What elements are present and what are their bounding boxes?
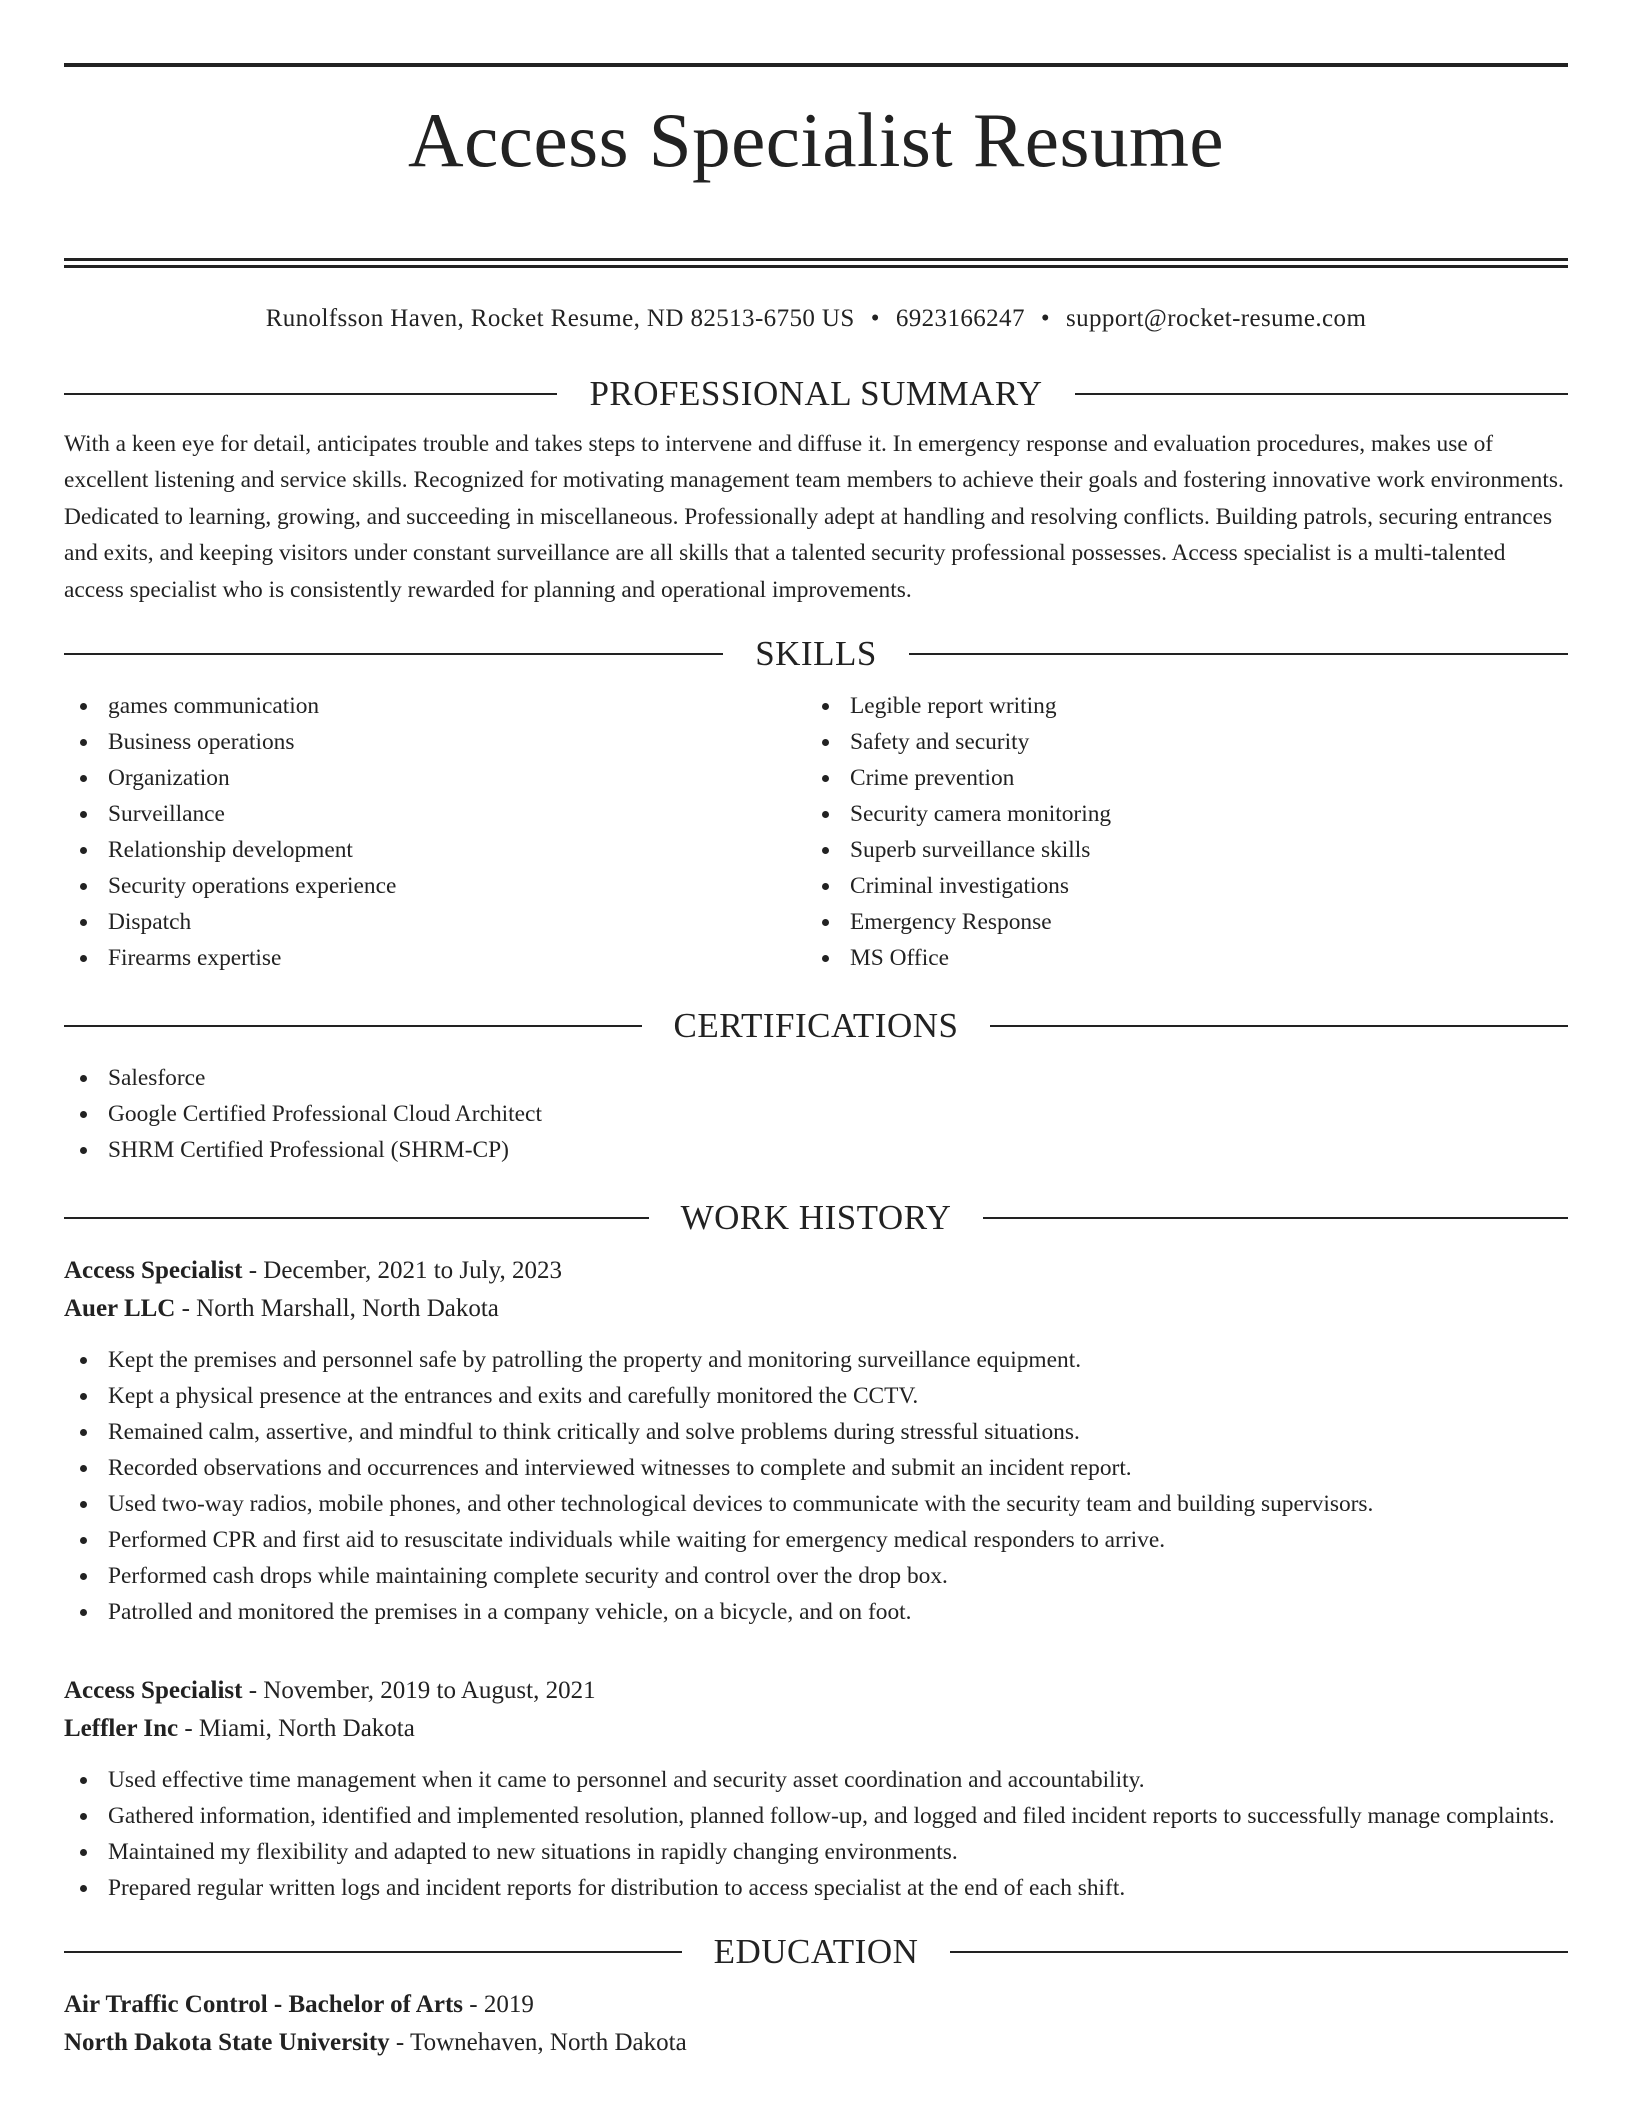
skills-list-left xyxy=(64,688,806,976)
job-bullet: Gathered information, identified and implemented resolution, planned follow-up, and logged and filed incident reports to successfully manage complaints. xyxy=(64,1798,1568,1834)
education-year: - 2019 xyxy=(463,1991,534,2019)
skill-item: games communication xyxy=(64,688,806,724)
heading-rule xyxy=(64,1951,682,1953)
education-degree: Air Traffic Control - Bachelor of Arts xyxy=(64,1991,464,2019)
job-title-line xyxy=(64,1252,1568,1290)
job-company: Auer LLC xyxy=(64,1295,176,1323)
certification-item: Salesforce xyxy=(64,1060,1568,1096)
job-bullet: Prepared regular written logs and incident reports for distribution to access specialist at the end of each shift. xyxy=(64,1870,1568,1906)
job-bullet: Remained calm, assertive, and mindful to think critically and solve problems during stressful situations. xyxy=(64,1414,1568,1450)
certification-item: Google Certified Professional Cloud Architect xyxy=(64,1096,1568,1132)
skill-item: Business operations xyxy=(64,724,806,760)
skill-item: Emergency Response xyxy=(806,904,1548,940)
skill-item: Firearms expertise xyxy=(64,940,806,976)
skill-item: Security camera monitoring xyxy=(806,796,1548,832)
skill-item: Crime prevention xyxy=(806,760,1548,796)
job-title-line xyxy=(64,1672,1568,1710)
education-school: North Dakota State University xyxy=(64,2029,390,2057)
job-dates: - December, 2021 to July, 2023 xyxy=(242,1257,562,1285)
resume-title: Access Specialist Resume xyxy=(407,97,1225,183)
skill-item: Legible report writing xyxy=(806,688,1548,724)
education-entry xyxy=(64,1986,1568,2062)
job-company-line xyxy=(64,1710,1568,1748)
contact-separator: • xyxy=(870,304,880,332)
job-bullets xyxy=(64,1342,1568,1630)
heading-rule xyxy=(909,653,1568,655)
job-bullet: Performed cash drops while maintaining complete security and control over the drop box. xyxy=(64,1558,1568,1594)
education-heading-label: EDUCATION xyxy=(713,1932,919,1972)
resume-page xyxy=(64,0,1568,2062)
work-history-heading-label: WORK HISTORY xyxy=(680,1198,952,1238)
skills-list-right xyxy=(806,688,1548,976)
certification-item: SHRM Certified Professional (SHRM-CP) xyxy=(64,1132,1568,1168)
skill-item: Criminal investigations xyxy=(806,868,1548,904)
job-title: Access Specialist xyxy=(64,1257,243,1285)
education-degree-line xyxy=(64,1986,1568,2024)
heading-rule xyxy=(990,1025,1568,1027)
job-title: Access Specialist xyxy=(64,1677,243,1705)
job-bullet: Performed CPR and first aid to resuscitate individuals while waiting for emergency medical responders to arrive. xyxy=(64,1522,1568,1558)
certifications-heading xyxy=(64,1006,1568,1046)
summary-heading-label: PROFESSIONAL SUMMARY xyxy=(589,373,1043,413)
heading-rule xyxy=(64,1025,642,1027)
job-bullet: Used two-way radios, mobile phones, and other technological devices to communicate with the security team and building supervisors. xyxy=(64,1486,1568,1522)
job-bullets xyxy=(64,1762,1568,1906)
job-bullet: Patrolled and monitored the premises in a company vehicle, on a bicycle, and on foot. xyxy=(64,1594,1568,1630)
skill-item: Organization xyxy=(64,760,806,796)
summary-text: With a keen eye for detail, anticipates trouble and takes steps to intervene and diffuse it. In emergency response and evaluation procedures, makes use of excellent listening and service skills. Recognized for motivating management team members to achieve their goals and fostering innovative work environments. Dedicated to learning, growing, and succeeding in miscellaneous. Professionally adept at handling and resolving conflicts. Building patrols, securing entrances and exits, and keeping visitors under constant surveillance are all skills that a talented security professional possesses. Access specialist is a multi-talented access specialist who is consistently rewarded for planning and operational improvements. xyxy=(64,430,1564,603)
job-location: - Miami, North Dakota xyxy=(178,1715,415,1743)
job-bullet: Maintained my flexibility and adapted to new situations in rapidly changing environments. xyxy=(64,1834,1568,1870)
contact-address: Runolfsson Haven, Rocket Resume, ND 82513-6750 US xyxy=(265,304,855,332)
skill-item: MS Office xyxy=(806,940,1548,976)
education-school-line xyxy=(64,2024,1568,2062)
skill-item: Security operations experience xyxy=(64,868,806,904)
education-location: - Townehaven, North Dakota xyxy=(389,2029,687,2057)
work-history-heading xyxy=(64,1198,1568,1238)
contact-email: support@rocket-resume.com xyxy=(1066,304,1367,332)
skills-heading-label: SKILLS xyxy=(755,634,877,674)
job-bullet: Recorded observations and occurrences and interviewed witnesses to complete and submit an incident report. xyxy=(64,1450,1568,1486)
job-bullet: Kept a physical presence at the entrances and exits and carefully monitored the CCTV. xyxy=(64,1378,1568,1414)
job-bullet: Used effective time management when it came to personnel and security asset coordination and accountability. xyxy=(64,1762,1568,1798)
top-rule xyxy=(64,63,1568,67)
skill-item: Surveillance xyxy=(64,796,806,832)
contact-separator: • xyxy=(1040,304,1050,332)
skill-item: Safety and security xyxy=(806,724,1548,760)
skill-item: Dispatch xyxy=(64,904,806,940)
heading-rule xyxy=(64,1217,649,1219)
title-double-rule xyxy=(64,258,1568,268)
job-company: Leffler Inc xyxy=(64,1715,179,1743)
contact-line xyxy=(64,304,1568,334)
education-heading xyxy=(64,1932,1568,1972)
heading-rule xyxy=(950,1951,1568,1953)
job-entry xyxy=(64,1672,1568,1906)
heading-rule xyxy=(64,393,557,395)
job-dates: - November, 2019 to August, 2021 xyxy=(242,1677,596,1705)
job-location: - North Marshall, North Dakota xyxy=(175,1295,499,1323)
certifications-heading-label: CERTIFICATIONS xyxy=(673,1006,959,1046)
job-company-line xyxy=(64,1290,1568,1328)
heading-rule xyxy=(1075,393,1568,395)
job-entry xyxy=(64,1252,1568,1630)
skills-columns xyxy=(64,688,1568,976)
skills-heading xyxy=(64,634,1568,674)
summary-heading xyxy=(64,374,1568,414)
heading-rule xyxy=(983,1217,1568,1219)
skill-item: Superb surveillance skills xyxy=(806,832,1548,868)
skill-item: Relationship development xyxy=(64,832,806,868)
job-bullet: Kept the premises and personnel safe by patrolling the property and monitoring surveillance equipment. xyxy=(64,1342,1568,1378)
heading-rule xyxy=(64,653,723,655)
certifications-list xyxy=(64,1060,1568,1168)
contact-phone: 6923166247 xyxy=(895,304,1025,332)
